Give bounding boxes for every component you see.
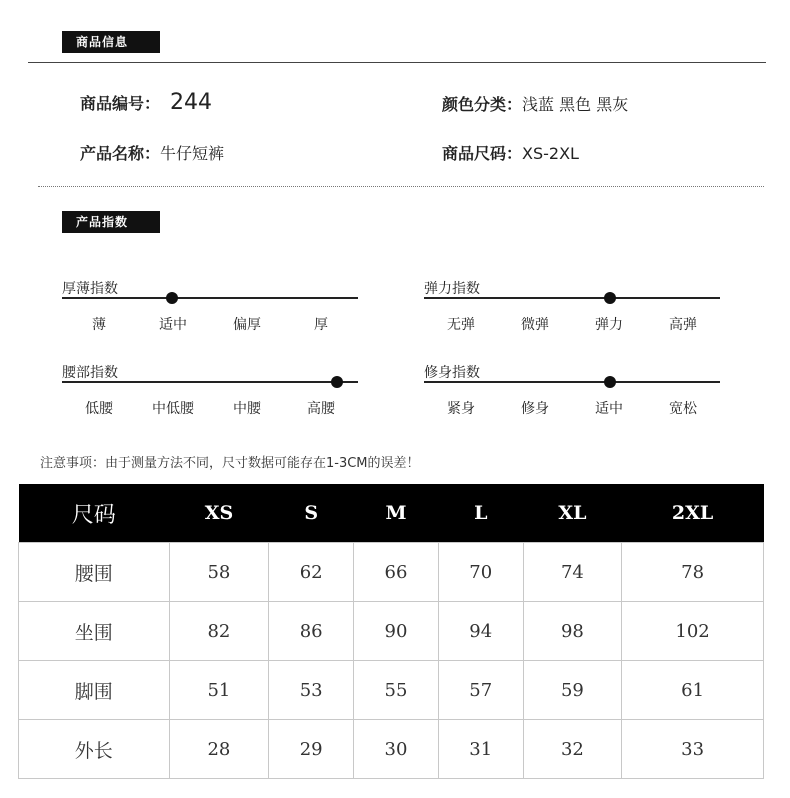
product-name-field — [80, 141, 224, 164]
gauge-elasticity — [424, 278, 724, 340]
gauge-label: 偏厚 — [233, 317, 261, 333]
gauge-label: 宽松 — [669, 401, 697, 417]
table-cell: 82 — [169, 602, 269, 661]
gauge-line — [62, 381, 358, 383]
table-cell: 57 — [438, 661, 523, 720]
gauge-label: 紧身 — [447, 401, 475, 417]
table-cell: 59 — [523, 661, 622, 720]
gauge-label: 微弹 — [521, 317, 549, 333]
section-tag-product-index: 产品指数 — [62, 211, 160, 233]
gauge-label: 弹力 — [595, 317, 623, 333]
header-cell: M — [354, 484, 439, 543]
gauge-label: 修身 — [521, 401, 549, 417]
gauge-line — [62, 297, 358, 299]
color-field — [442, 92, 628, 115]
gauge-line — [424, 381, 720, 383]
gauge-title: 腰部指数 — [62, 365, 118, 381]
gauge-label: 薄 — [92, 317, 106, 333]
gauge-label: 中低腰 — [152, 401, 194, 417]
row-label-cell: 腰围 — [19, 543, 170, 602]
gauge-thickness — [62, 278, 362, 340]
table-row — [19, 661, 764, 720]
gauge-label: 中腰 — [233, 401, 261, 417]
table-cell: 29 — [269, 720, 354, 779]
table-cell: 30 — [354, 720, 439, 779]
table-cell: 66 — [354, 543, 439, 602]
table-cell: 31 — [438, 720, 523, 779]
product-code-value: 244 — [170, 90, 213, 115]
gauge-label: 无弹 — [447, 317, 475, 333]
table-cell: 98 — [523, 602, 622, 661]
table-cell: 94 — [438, 602, 523, 661]
divider — [28, 62, 766, 63]
table-row — [19, 602, 764, 661]
table-cell: 58 — [169, 543, 269, 602]
gauge-line — [424, 297, 720, 299]
header-cell: L — [438, 484, 523, 543]
gauge-label: 高弹 — [669, 317, 697, 333]
row-label-cell: 外长 — [19, 720, 170, 779]
color-label: 颜色分类： — [442, 95, 523, 114]
dotted-divider — [38, 186, 764, 187]
table-cell: 74 — [523, 543, 622, 602]
header-cell: 尺码 — [19, 484, 170, 543]
table-cell: 53 — [269, 661, 354, 720]
table-cell: 70 — [438, 543, 523, 602]
section-tag-product-info: 商品信息 — [62, 31, 160, 53]
row-label-cell: 脚围 — [19, 661, 170, 720]
gauge-marker — [604, 292, 616, 304]
table-cell: 28 — [169, 720, 269, 779]
gauge-marker — [166, 292, 178, 304]
table-row — [19, 543, 764, 602]
size-range-value: XS-2XL — [522, 144, 579, 163]
size-table-header-row — [19, 484, 764, 543]
row-label-cell: 坐围 — [19, 602, 170, 661]
table-cell: 33 — [622, 720, 764, 779]
size-table — [18, 484, 764, 779]
gauge-waist — [62, 362, 362, 424]
gauge-label: 适中 — [595, 401, 623, 417]
table-cell: 102 — [622, 602, 764, 661]
gauge-label: 厚 — [314, 317, 328, 333]
product-code-label: 商品编号： — [80, 94, 161, 113]
size-range-label: 商品尺码： — [442, 144, 523, 163]
header-cell: XL — [523, 484, 622, 543]
table-cell: 62 — [269, 543, 354, 602]
table-cell: 90 — [354, 602, 439, 661]
gauge-title: 修身指数 — [424, 365, 480, 381]
table-cell: 78 — [622, 543, 764, 602]
header-cell: XS — [169, 484, 269, 543]
gauge-label: 高腰 — [307, 401, 335, 417]
header-cell: 2XL — [622, 484, 764, 543]
size-range-field — [442, 141, 579, 164]
table-cell: 61 — [622, 661, 764, 720]
gauge-fit — [424, 362, 724, 424]
table-cell: 51 — [169, 661, 269, 720]
product-code-field — [80, 90, 212, 115]
color-value: 浅蓝 黑色 黑灰 — [522, 95, 629, 114]
measurement-note: 注意事项：由于测量方法不同，尺寸数据可能存在1-3CM的误差！ — [40, 456, 420, 471]
product-name-label: 产品名称： — [80, 144, 161, 163]
table-cell: 55 — [354, 661, 439, 720]
table-row — [19, 720, 764, 779]
gauge-label: 低腰 — [85, 401, 113, 417]
gauge-marker — [604, 376, 616, 388]
gauge-title: 弹力指数 — [424, 281, 480, 297]
gauge-label: 适中 — [159, 317, 187, 333]
header-cell: S — [269, 484, 354, 543]
table-cell: 32 — [523, 720, 622, 779]
table-cell: 86 — [269, 602, 354, 661]
product-name-value: 牛仔短裤 — [160, 144, 225, 163]
gauge-marker — [331, 376, 343, 388]
gauge-title: 厚薄指数 — [62, 281, 118, 297]
